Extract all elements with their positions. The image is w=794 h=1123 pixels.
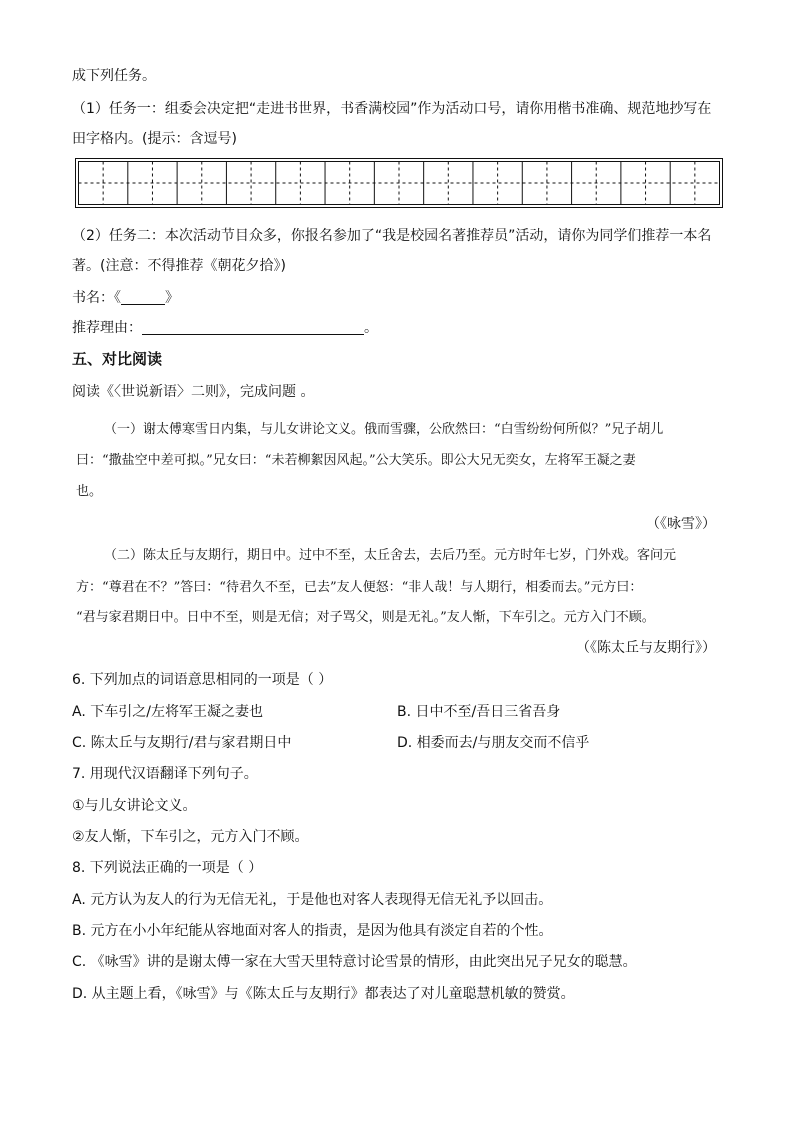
- q8-option-b[interactable]: B. 元方在小小年纪能从容地面对客人的指责，是因为他具有淡定自若的个性。: [72, 923, 553, 939]
- q7-sentence-1: ①与儿女讲论文义。: [72, 798, 197, 814]
- task2-line1: （2）任务二：本次活动节目众多，你报名参加了“我是校园名著推荐员”活动，请你为同学们推荐一本名: [72, 228, 712, 244]
- passage2-line3: “君与家君期日中。日中不至，则是无信；对子骂父，则是无礼。”友人惭，下车引之。元方入门不顾。: [76, 610, 655, 625]
- q6-option-c[interactable]: C. 陈太丘与友期行/君与家君期日中: [72, 735, 292, 751]
- q6-option-b[interactable]: B. 日中不至/吾日三省吾身: [397, 704, 561, 720]
- reason-label: 推荐理由：: [72, 320, 142, 336]
- task1-line2: 田字格内。(提示：含逗号): [72, 131, 237, 147]
- q6-option-a[interactable]: A. 下车引之/左将军王凝之妻也: [72, 704, 263, 720]
- passage1-line2: 曰：“撒盐空中差可拟。”兄女曰：“未若柳絮因风起。”公大笑乐。即公大兄无奕女，左将军王凝之妻: [76, 453, 636, 468]
- q7-sentence-2: ②友人惭，下车引之，元方入门不顾。: [72, 829, 309, 845]
- q8-option-d[interactable]: D. 从主题上看，《咏雪》与《陈太丘与友期行》都表达了对儿童聪慧机敏的赞赏。: [72, 986, 575, 1002]
- q6-stem: 6. 下列加点的词语意思相同的一项是（ ）: [72, 672, 333, 688]
- reason-blank[interactable]: [142, 320, 364, 335]
- task1-line1: （1）任务一：组委会决定把“走进书世界，书香满校园”作为活动口号，请你用楷书准确、规范地抄写在: [72, 101, 712, 117]
- reason-line: [72, 318, 378, 338]
- reason-end: 。: [364, 320, 378, 336]
- book-name-label: 书名：《: [72, 290, 121, 306]
- book-name-line: [72, 288, 179, 308]
- passage1-source: （《咏雪》）: [646, 516, 716, 532]
- book-name-blank[interactable]: [121, 290, 165, 305]
- passage1-line3: 也。: [76, 484, 103, 499]
- intro-tail: 成下列任务。: [72, 68, 156, 84]
- section5-instruction: 阅读《〈世说新语〉二则》，完成问题 。: [72, 384, 315, 400]
- passage2-line2: 方：“尊君在不？”答曰：“待君久不至，已去”友人便怒：“非人哉！与人期行，相委而去。”元方曰：: [76, 580, 643, 595]
- section5-heading: 五、对比阅读: [72, 350, 163, 368]
- passage2-source: （《陈太丘与友期行》）: [576, 640, 716, 656]
- q8-stem: 8. 下列说法正确的一项是（ ）: [72, 860, 263, 876]
- passage2-line1: （二）陈太丘与友期行，期日中。过中不至，太丘舍去，去后乃至。元方时年七岁，门外戏。客问元: [104, 548, 677, 563]
- q8-option-c[interactable]: C. 《咏雪》讲的是谢太傅一家在大雪天里特意讨论雪景的情形，由此突出兄子兄女的聪慧。: [72, 954, 637, 970]
- q6-option-d[interactable]: D. 相委而去/与朋友交而不信乎: [397, 735, 590, 751]
- q8-option-a[interactable]: A. 元方认为友人的行为无信无礼，于是他也对客人表现得无信无礼予以回击。: [72, 892, 553, 908]
- book-name-close: 》: [165, 290, 179, 306]
- task2-line2: 著。(注意：不得推荐《朝花夕拾》): [72, 258, 286, 274]
- q7-stem: 7. 用现代汉语翻译下列句子。: [72, 766, 258, 782]
- tian-zi-ge-grid[interactable]: [75, 158, 723, 208]
- passage1-line1: （一）谢太傅寒雪日内集，与儿女讲论文义。俄而雪骤，公欣然曰：“白雪纷纷何所似？”兄子胡儿: [104, 422, 664, 437]
